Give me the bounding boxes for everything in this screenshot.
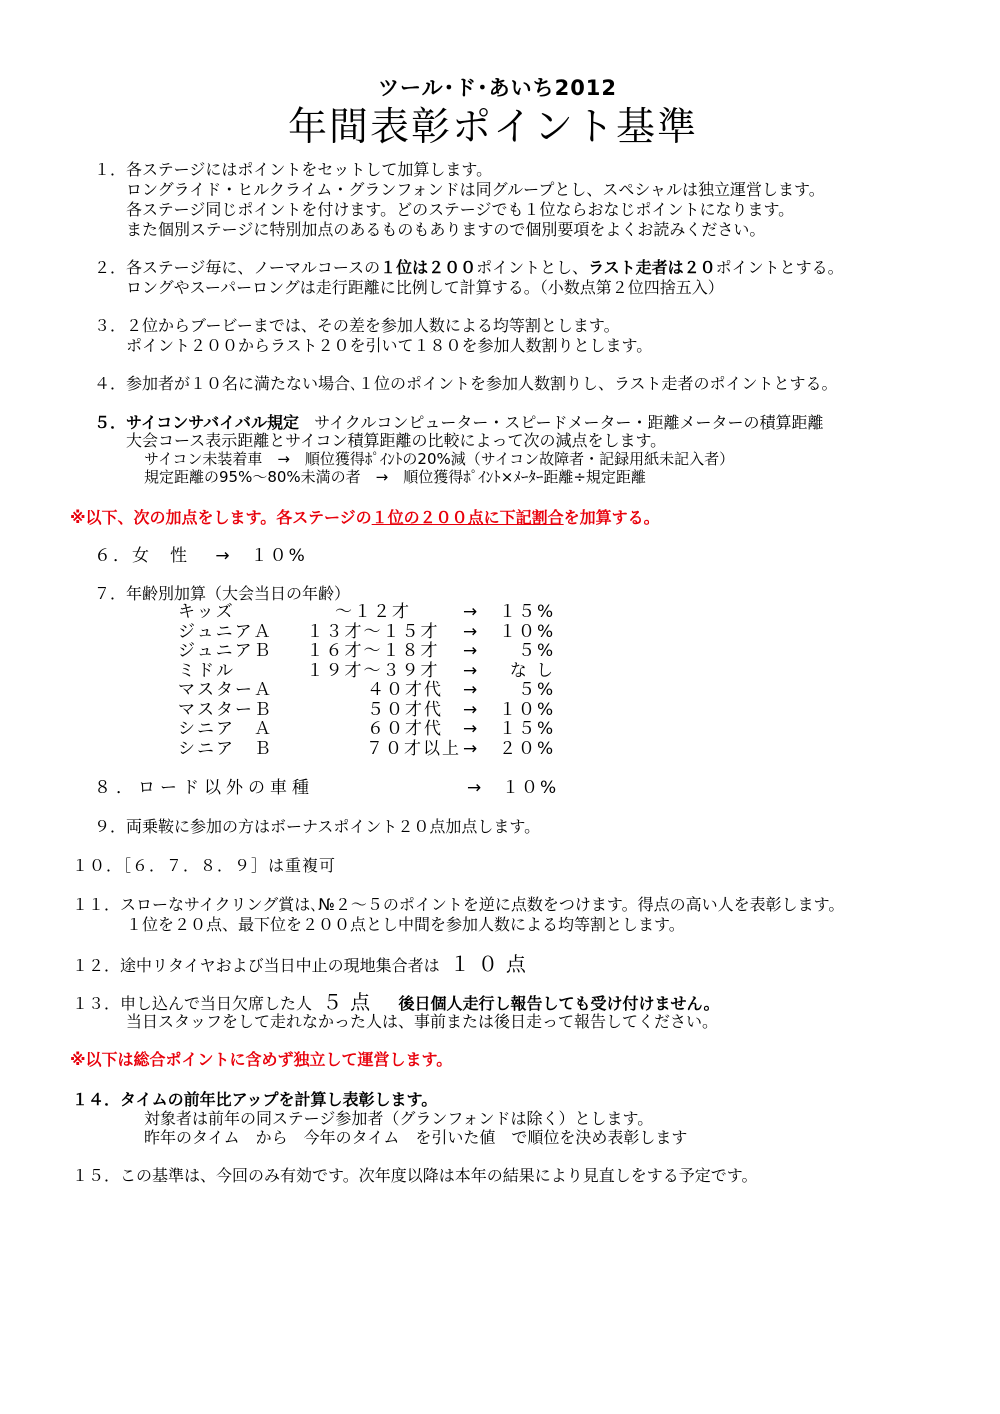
item-8-label: ８．ロード以外の車種 <box>94 778 314 798</box>
bonus-percent: ２０% <box>499 738 556 759</box>
age-range: ６０才代 <box>367 719 443 739</box>
bonus-percent: ５% <box>518 641 556 661</box>
item-11-line-2: １位を２０点、最下位を２００点とし中間を参加人数による均等割とします。 <box>126 915 685 934</box>
item-4-line-1: ４．参加者が１０名に満たない場合､１位のポイントを参加人数割りし、ラスト走者のポイントとする。 <box>94 374 838 393</box>
age-bonus-table <box>178 603 555 759</box>
table-row <box>178 662 555 682</box>
item-8-percent: １０% <box>502 778 559 798</box>
notice-bonus <box>70 508 660 528</box>
notice-bonus-underlined: １位の２００点に下記割合 <box>371 508 564 527</box>
document-subtitle: 年間表彰ポイント基準 <box>288 105 699 150</box>
age-category: マスターＡ <box>178 680 273 700</box>
age-range: ７０才以上 <box>366 738 461 759</box>
table-row <box>178 623 555 643</box>
item-13-line-2: 当日スタッフをして走れなかった人は、事前または後日走って報告してください。 <box>126 1012 719 1031</box>
item-1-line-1: １．各ステージにはポイントをセットして加算します。 <box>94 160 493 179</box>
item-2-text-e: ポイントとする。 <box>715 258 844 277</box>
item-3-line-1: ３．２位からブービーまでは、その差を参加人数による均等割とします。 <box>94 316 620 335</box>
item-12-points: １０点 <box>449 952 534 976</box>
arrow: → <box>463 660 480 681</box>
age-range: １９才～３９才 <box>306 660 440 681</box>
item-13-warning: 後日個人走行し報告しても受け付けません。 <box>398 994 720 1013</box>
item-14-line-3: 昨年のタイム から 今年のタイム を引いた値 で順位を決め表彰します <box>144 1128 688 1147</box>
item-5-heading: ５．サイコンサバイバル規定 <box>94 413 299 432</box>
item-1-line-4: また個別ステージに特別加点のあるものもありますので個別要項をよくお読みください。 <box>126 220 766 239</box>
item-14-line-2: 対象者は前年の同ステージ参加者（グランフォンドは除く）とします。 <box>144 1109 654 1128</box>
table-row <box>178 720 555 740</box>
age-range: １３才～１５才 <box>306 621 440 642</box>
item-2-text-a: ２．各ステージ毎に、ノーマルコースの <box>94 258 381 277</box>
item-1-line-3: 各ステージ同じポイントを付けます。どのステージでも１位ならおなじポイントになります。 <box>126 200 795 219</box>
item-11-line-1: １１．スローなサイクリング賞は､№２～５のポイントを逆に点数をつけます。得点の高い人を表彰します。 <box>72 895 845 914</box>
item-5-line-3: サイコン未装着車 → 順位獲得ﾎﾟｲﾝﾄの20%減（サイコン故障者・記録用紙未記入者） <box>144 450 735 468</box>
item-10: １０．［６．７．８．９］は重複可 <box>72 856 337 875</box>
age-range: ５０才代 <box>367 699 443 720</box>
item-5-line-1 <box>94 413 824 433</box>
item-5-line-2: 大会コース表示距離とサイコン積算距離の比較によって次の減点をします。 <box>126 431 667 450</box>
age-range: １６才～１８才 <box>306 641 440 661</box>
item-3-line-2: ポイント２００からラスト２０を引いて１８０を参加人数割りとします。 <box>126 336 653 355</box>
age-category: ジュニアＡ <box>178 621 273 642</box>
arrow: → <box>463 680 480 700</box>
item-14-heading: １４．タイムの前年比アップを計算し表彰します。 <box>72 1090 438 1109</box>
item-2-text-c: ポイントとし、 <box>476 258 589 277</box>
item-1-line-2: ロングライド・ヒルクライム・グランフォンドは同グループとし、スペシャルは独立運営します。 <box>126 180 825 199</box>
age-range: ～１２才 <box>335 602 411 622</box>
notice-bonus-text-a: ※以下、次の加点をします。各ステージの <box>70 508 372 527</box>
age-category: ミドル <box>178 660 235 681</box>
arrow: → <box>463 602 480 622</box>
item-13-points: ５点 <box>322 990 379 1014</box>
table-row <box>178 603 555 623</box>
bonus-percent: １０% <box>499 621 556 642</box>
item-9: ９．両乗鞍に参加の方はボーナスポイント２０点加点します。 <box>94 817 541 836</box>
age-category: シニア Ａ <box>178 719 273 739</box>
arrow: → <box>463 719 480 739</box>
item-13-line-1 <box>72 992 720 1014</box>
item-6: ６．女 性 → １０% <box>94 546 307 566</box>
item-7-heading: ７．年齢別加算（大会当日の年齢） <box>94 584 351 603</box>
table-row <box>178 701 555 721</box>
item-2-line-2: ロングやスーパーロングは走行距離に比例して計算する。（小数点第２位四捨五入） <box>126 278 724 297</box>
item-12-text: １２．途中リタイヤおよび当日中止の現地集合者は <box>72 956 440 975</box>
bonus-percent: １５% <box>499 602 556 622</box>
bonus-percent: １０% <box>499 699 556 720</box>
age-category: ジュニアＢ <box>178 641 273 661</box>
age-range: ４０才代 <box>367 680 443 700</box>
table-row <box>178 642 555 662</box>
item-2-last-runner-points: ラスト走者は２０ <box>588 258 716 277</box>
arrow: → <box>463 641 480 661</box>
arrow: → <box>463 738 480 759</box>
age-category: キッズ <box>178 602 235 622</box>
notice-independent: ※以下は総合ポイントに含めず独立して運営します。 <box>70 1050 453 1069</box>
document-title: ツール･ド･あいち2012 <box>378 76 618 100</box>
item-5-text: サイクルコンピューター・スピードメーター・距離メーターの積算距離 <box>314 413 824 432</box>
arrow: → <box>463 621 480 642</box>
age-category: マスターＢ <box>178 699 273 720</box>
bonus-percent: な し <box>509 660 556 681</box>
table-row <box>178 740 555 760</box>
bonus-percent: ５% <box>518 680 556 700</box>
item-5-line-4: 規定距離の95%～80%未満の者 → 順位獲得ﾎﾟｲﾝﾄ×ﾒｰﾀｰ距離÷規定距離 <box>144 468 646 486</box>
table-row <box>178 681 555 701</box>
item-12 <box>72 954 534 976</box>
arrow: → <box>463 699 480 720</box>
bonus-percent: １５% <box>499 719 556 739</box>
notice-bonus-text-c: を加算する。 <box>563 508 660 527</box>
item-2-line-1 <box>94 258 844 278</box>
age-category: シニア Ｂ <box>178 738 273 759</box>
item-2-first-place-points: １位は２００ <box>380 258 477 277</box>
item-8-arrow: → <box>467 778 482 798</box>
item-15: １５．この基準は、今回のみ有効です。次年度以降は本年の結果により見直しをする予定です。 <box>72 1166 758 1185</box>
item-13-text: １３．申し込んで当日欠席した人 <box>72 994 313 1013</box>
